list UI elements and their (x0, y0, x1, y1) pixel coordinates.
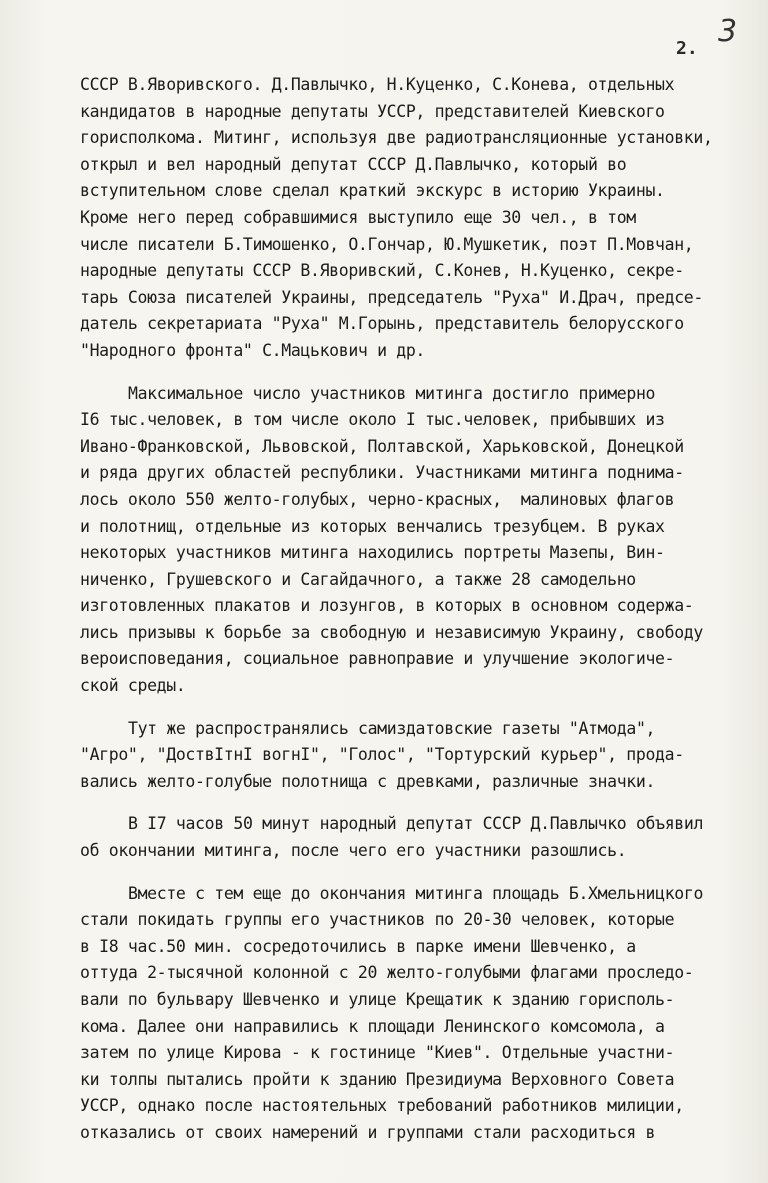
text-line: оттуда 2-тысячной колонной с 20 желто-голубыми флагами проследо- (80, 963, 694, 983)
text-line: "Агро", "ДоствІтнІ вогнІ", "Голос", "Тортурский курьер", прода- (80, 745, 684, 765)
text-line: Кроме него перед собравшимися выступило еще 30 чел., в том (80, 207, 636, 227)
paragraph (80, 381, 768, 700)
text-line: горисполкома. Митинг, используя две радиотрансляционные установки, (80, 128, 713, 148)
text-line: открыл и вел народный депутат СССР Д.Павлычко, который во (80, 154, 627, 174)
text-line: стали покидать группы его участников по 20-30 человек, которые (80, 910, 675, 930)
text-line: ки толпы пытались пройти к зданию Президиума Верховного Совета (80, 1069, 675, 1089)
text-line: Ивано-Франковской, Львовской, Полтавской, Харьковской, Донецкой (80, 436, 684, 456)
text-line: затем по улице Кирова - к гостинице "Киев". Отдельные участни- (80, 1043, 675, 1063)
text-line: В I7 часов 50 минут народный депутат СССР Д.Павлычко объявил (128, 814, 704, 834)
text-line: некоторых участников митинга находились портреты Мазепы, Вин- (80, 543, 665, 563)
text-line: кандидатов в народные депутаты УССР, представителей Киевского (80, 101, 665, 121)
text-line: об окончании митинга, после чего его участники разошлись. (80, 841, 627, 861)
text-line: тарь Союза писателей Украины, председатель "Руха" И.Драч, предсе- (80, 287, 703, 307)
paragraph-gap (80, 865, 768, 881)
document-body (80, 72, 768, 1147)
paragraph (80, 811, 768, 864)
text-line: в I8 час.50 мин. сосредоточились в парке имени Шевченко, а (80, 936, 636, 956)
text-line: вались желто-голубые полотнища с древками, различные значки. (80, 771, 656, 791)
text-line: I6 тыс.человек, в том числе около I тыс.человек, прибывших из (80, 410, 665, 430)
text-line: СССР В.Яворивского. Д.Павлычко, Н.Куценко, С.Конева, отдельных (80, 75, 675, 94)
text-line: Максимальное число участников митинга достигло примерно (128, 383, 656, 403)
text-line: изготовленных плакатов и лозунгов, в которых в основном содержа- (80, 596, 694, 616)
text-line: вероисповедания, социальное равноправие и улучшение экологиче- (80, 649, 675, 669)
page-number-handwritten: 3 (718, 14, 738, 49)
text-line: лись призывы к борьбе за свободную и независимую Украину, свободу (80, 622, 703, 642)
text-line: Вместе с тем еще до окончания митинга площадь Б.Хмельницкого (128, 883, 704, 903)
text-line: числе писатели Б.Тимошенко, О.Гончар, Ю.Мушкетик, поэт П.Мовчан, (80, 234, 694, 254)
text-line: Тут же распространялись самиздатовские газеты "Атмода", (128, 718, 656, 738)
paragraph-gap (80, 365, 768, 381)
text-line: и ряда других областей республики. Участниками митинга поднима- (80, 463, 684, 483)
text-line: и полотнищ, отдельные из которых венчались трезубцем. В руках (80, 516, 665, 536)
paragraph (80, 716, 768, 796)
paragraph (80, 72, 768, 365)
text-line: вступительном слове сделал краткий экскурс в историю Украины. (80, 181, 665, 201)
page-number-typed: 2. (676, 38, 698, 59)
text-line: ской среды. (80, 676, 186, 696)
text-line: "Народного фронта" С.Мацькович и др. (80, 340, 426, 360)
text-line: датель секретариата "Руха" М.Горынь, представитель белорусского (80, 314, 684, 334)
text-line: лось около 550 желто-голубых, черно-красных, малиновых флагов (80, 489, 675, 509)
text-line: кома. Далее они направились к площади Ленинского комсомола, а (80, 1016, 665, 1036)
text-line: вали по бульвару Шевченко и улице Крещатик к зданию горисполь- (80, 990, 675, 1009)
text-line: УССР, однако после настоятельных требований работников милиции, (80, 1096, 684, 1116)
paragraph (80, 881, 768, 1147)
text-line: народные депутаты СССР В.Яворивский, С.Конев, Н.Куценко, секре- (80, 261, 684, 281)
paragraph-gap (80, 700, 768, 716)
paragraph-gap (80, 795, 768, 811)
text-line: ниченко, Грушевского и Сагайдачного, а также 28 самодельно (80, 569, 636, 589)
text-line: отказались от своих намерений и группами стали расходиться в (80, 1122, 656, 1142)
